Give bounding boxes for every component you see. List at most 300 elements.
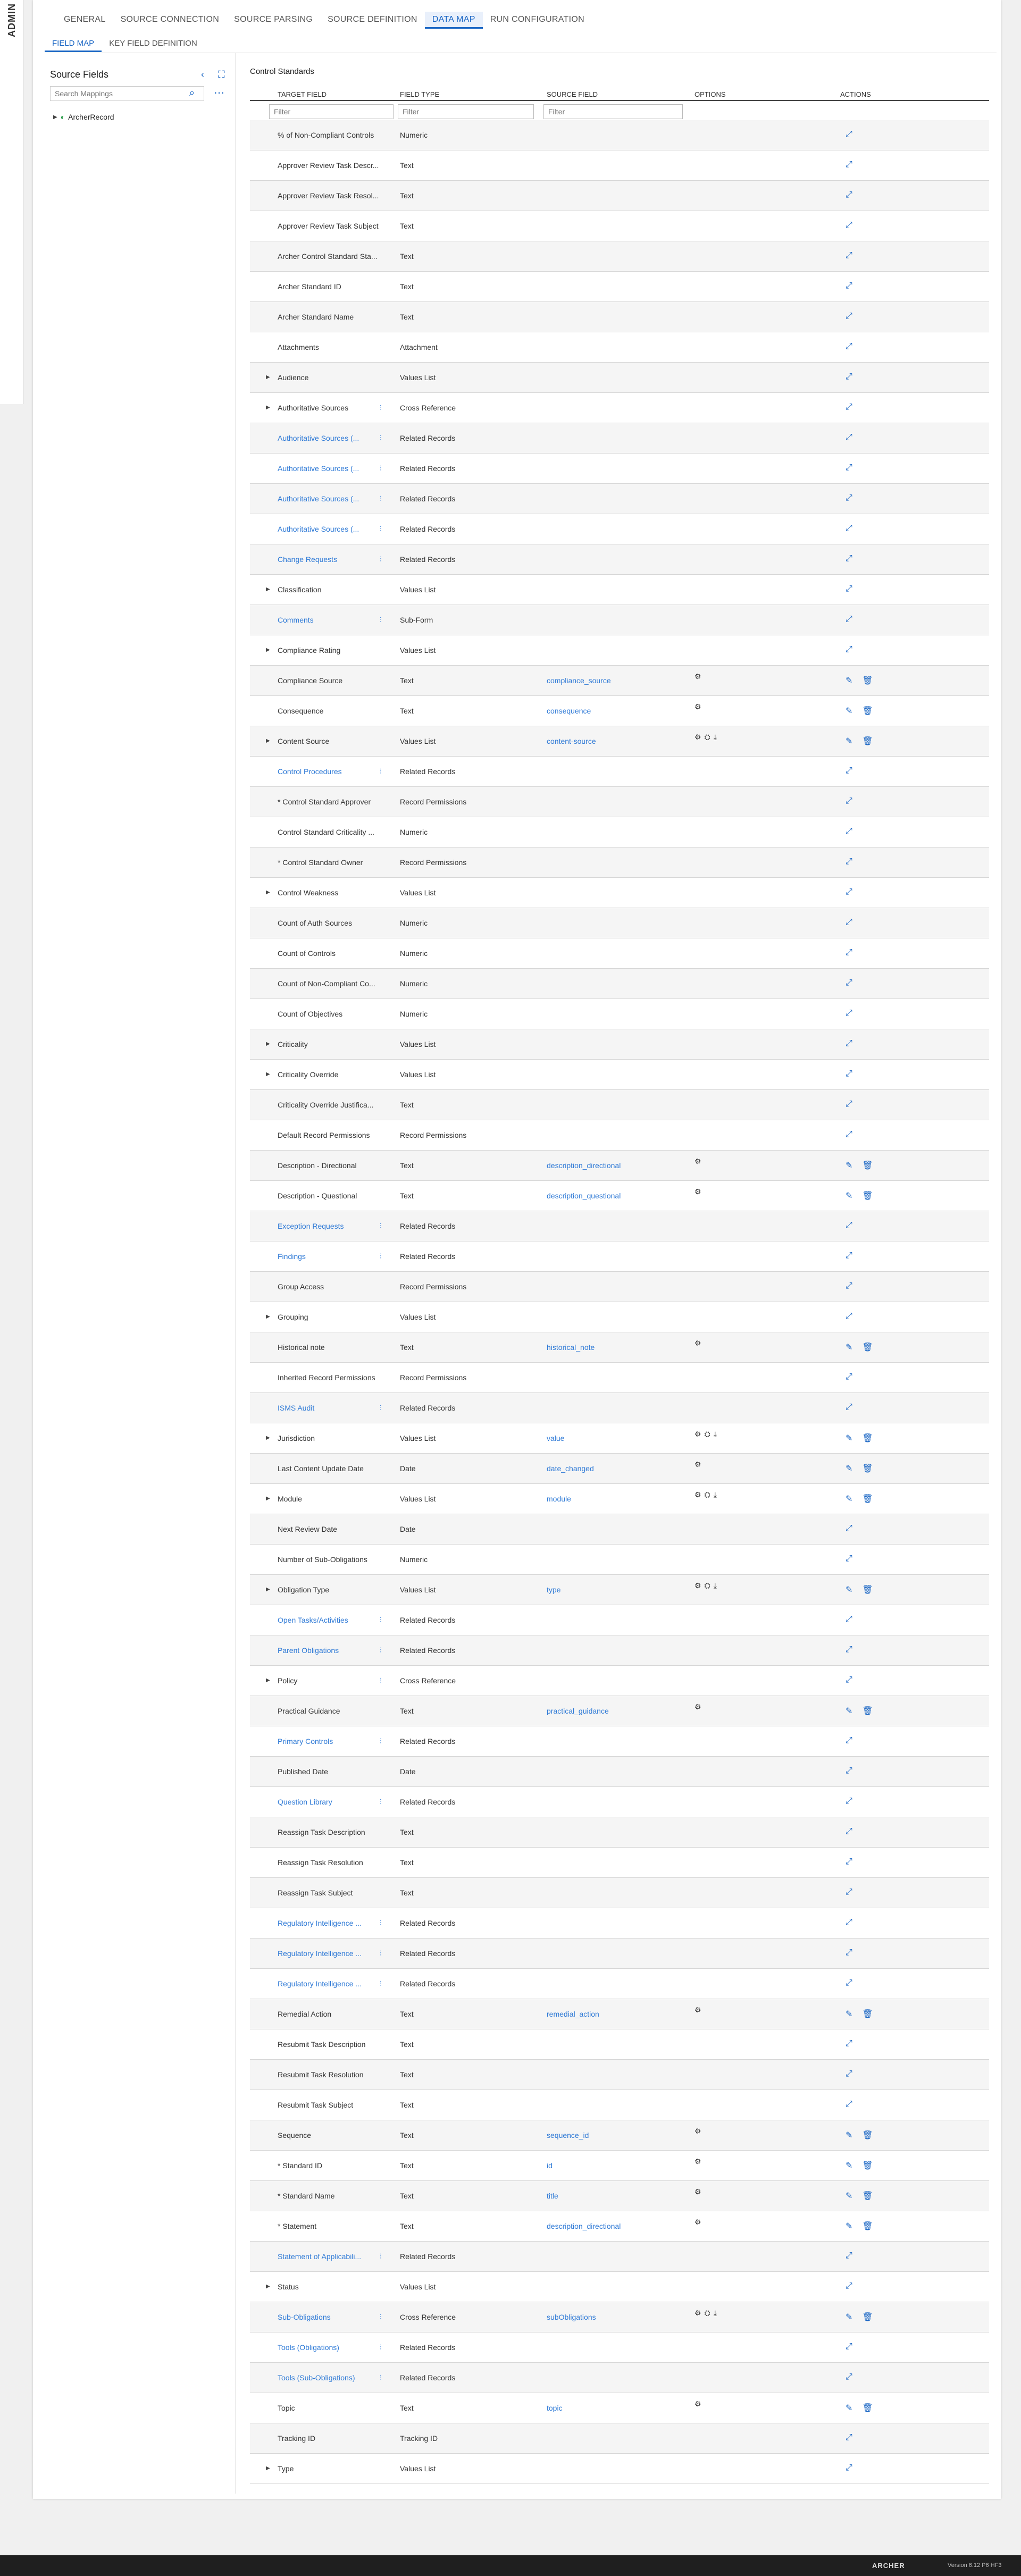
table-row [250,484,989,514]
caret-right-icon[interactable]: ▶ [266,1041,270,1047]
pencil-icon[interactable]: ✎ [846,2131,853,2140]
target-field[interactable]: Sub-Obligations [278,2313,331,2321]
hierarchy-icon[interactable]: ⫶ [380,616,382,624]
source-field[interactable]: topic [547,2404,563,2412]
source-field[interactable]: remedial_action [547,2010,599,2018]
field-type: Text [400,1191,414,1200]
field-type: Values List [400,585,436,594]
pencil-icon[interactable]: ✎ [846,707,853,716]
target-field[interactable]: Tools (Obligations) [278,2343,339,2352]
actions [846,463,888,473]
field-type: Text [400,1343,414,1352]
map-arrow-icon[interactable]: ⤢ [846,2039,852,2048]
actions [846,615,888,624]
pencil-icon[interactable]: ✎ [846,1191,853,1201]
target-field: Count of Controls [278,949,336,958]
map-arrow-icon[interactable]: ⤢ [846,1372,852,1381]
map-arrow-icon[interactable]: ⤢ [846,463,852,472]
options-icons[interactable]: ⚙ [694,2187,705,2196]
table-row [250,1696,989,1726]
actions [846,1766,888,1776]
tree-root[interactable] [53,113,114,121]
map-arrow-icon[interactable]: ⤢ [846,402,852,412]
field-type: Text [400,2010,414,2018]
table-row [250,605,989,635]
options-icons[interactable]: ⚙ [694,672,705,681]
map-arrow-icon[interactable]: ⤢ [846,1675,852,1684]
sub-tabs [45,36,205,52]
map-arrow-icon[interactable]: ⤢ [846,2342,852,2351]
map-arrow-icon[interactable]: ⤢ [846,1918,852,1927]
target-field[interactable]: Tools (Sub-Obligations) [278,2373,355,2382]
caret-right-icon[interactable]: ▶ [266,374,270,380]
map-arrow-icon[interactable]: ⤢ [846,1130,852,1139]
options-icons[interactable]: ⚙ [694,2127,705,2135]
hierarchy-icon[interactable]: ⫶ [380,767,382,775]
caret-right-icon[interactable]: ▶ [266,1587,270,1592]
source-field[interactable]: date_changed [547,1464,594,1473]
target-field: Resubmit Task Subject [278,2101,354,2109]
pencil-icon[interactable]: ✎ [846,1464,853,1473]
map-arrow-icon[interactable]: ⤢ [846,1281,852,1290]
table-row [250,1302,989,1332]
tab-data-map[interactable]: DATA MAP [425,12,483,29]
target-field[interactable]: Authoritative Sources (... [278,464,359,473]
caret-right-icon[interactable]: ▶ [266,647,270,653]
target-field: Sequence [278,2131,312,2139]
source-fields-pane [45,53,236,2494]
map-arrow-icon[interactable]: ⤢ [846,524,852,533]
hierarchy-icon[interactable]: ⫶ [380,1798,382,1806]
source-field[interactable]: sequence_id [547,2131,589,2139]
trash-icon[interactable]: 🗑 [862,1343,873,1352]
target-field: Compliance Source [278,676,343,685]
actions [846,2039,888,2049]
target-field[interactable]: Regulatory Intelligence ... [278,1949,362,1958]
field-type: Values List [400,1434,436,1442]
map-arrow-icon[interactable]: ⤢ [846,1615,852,1624]
caret-right-icon[interactable]: ▶ [266,1496,270,1501]
actions [846,1524,888,1533]
actions [846,554,888,564]
caret-right-icon[interactable]: ▶ [53,114,57,120]
field-type: Cross Reference [400,1676,456,1685]
map-arrow-icon[interactable]: ⤢ [846,493,852,502]
target-field: Criticality [278,1040,308,1048]
target-field: Remedial Action [278,2010,332,2018]
map-arrow-icon[interactable]: ⤢ [846,251,852,260]
source-fields-title: Source Fields [50,69,109,80]
target-field: Reassign Task Resolution [278,1858,363,1867]
map-arrow-icon[interactable]: ⤢ [846,887,852,896]
tree-root-label: ArcherRecord [68,113,114,121]
map-arrow-icon[interactable]: ⤢ [846,312,852,321]
map-arrow-icon[interactable]: ⤢ [846,281,852,290]
pencil-icon[interactable]: ✎ [846,2161,853,2170]
map-arrow-icon[interactable]: ⤢ [846,2251,852,2260]
hierarchy-icon[interactable]: ⫶ [380,2252,382,2260]
field-type: Text [400,313,414,321]
field-type: Numeric [400,949,428,958]
collapse-icon[interactable]: ‹ [201,69,204,80]
source-field[interactable]: type [547,1585,561,1594]
map-arrow-icon[interactable]: ⤢ [846,1221,852,1230]
map-arrow-icon[interactable]: ⤢ [846,1857,852,1866]
table-row [250,302,989,332]
actions [846,1342,888,1353]
pencil-icon[interactable]: ✎ [846,676,853,685]
caret-right-icon[interactable]: ▶ [266,890,270,895]
trash-icon[interactable]: 🗑 [862,2222,873,2231]
options-icons[interactable]: ⚙ [694,2006,705,2014]
trash-icon[interactable]: 🗑 [862,1434,873,1443]
pencil-icon[interactable]: ✎ [846,1585,853,1595]
source-field[interactable]: description_questional [547,1191,621,1200]
map-arrow-icon[interactable]: ⤢ [846,948,852,957]
source-field[interactable]: module [547,1495,571,1503]
table-row [250,726,989,757]
tab-general[interactable]: GENERAL [64,15,106,24]
map-arrow-icon[interactable]: ⤢ [846,584,852,593]
caret-right-icon[interactable]: ▶ [266,1435,270,1441]
pencil-icon[interactable]: ✎ [846,1707,853,1716]
options-icons[interactable]: ⚙ [694,2218,705,2226]
pencil-icon[interactable]: ✎ [846,737,853,746]
target-field: Group Access [278,1282,324,1291]
target-field: Policy [278,1676,298,1685]
map-arrow-icon[interactable]: ⤢ [846,2372,852,2381]
source-field[interactable]: content-source [547,737,596,745]
hierarchy-icon[interactable]: ⫶ [380,2343,382,2351]
map-arrow-icon[interactable]: ⤢ [846,1039,852,1048]
actions [846,342,888,351]
options-icons[interactable]: ⚙ [694,1702,705,1711]
target-field[interactable]: Parent Obligations [278,1646,339,1655]
options-icons[interactable]: ⚙⛭⤓ [694,1581,720,1590]
map-arrow-icon[interactable]: ⤢ [846,857,852,866]
target-field: Consequence [278,707,324,715]
pencil-icon[interactable]: ✎ [846,2192,853,2201]
source-field[interactable]: consequence [547,707,591,715]
options-icons[interactable]: ⚙⛭⤓ [694,2309,720,2317]
pencil-icon[interactable]: ✎ [846,1434,853,1443]
target-field[interactable]: Exception Requests [278,1222,344,1230]
tab-run-configuration[interactable]: RUN CONFIGURATION [490,15,584,24]
map-arrow-icon[interactable]: ⤢ [846,2069,852,2078]
map-arrow-icon[interactable]: ⤢ [846,1645,852,1654]
target-field[interactable]: Change Requests [278,555,338,564]
field-type: Text [400,676,414,685]
caret-right-icon[interactable]: ▶ [266,1071,270,1077]
hierarchy-icon[interactable]: ⫶ [380,1979,382,1987]
map-arrow-icon[interactable]: ⤢ [846,1554,852,1563]
field-type: Date [400,1464,416,1473]
trash-icon[interactable]: 🗑 [862,2404,873,2413]
hierarchy-icon[interactable]: ⫶ [380,1737,382,1745]
trash-icon[interactable]: 🗑 [862,1161,873,1170]
trash-icon[interactable]: 🗑 [862,1585,873,1595]
map-arrow-icon[interactable]: ⤢ [846,160,852,169]
hierarchy-icon[interactable]: ⫶ [380,525,382,533]
table-row [250,2120,989,2151]
field-type: Sub-Form [400,616,433,624]
target-field: * Control Standard Approver [278,798,371,806]
map-arrow-icon[interactable]: ⤢ [846,1978,852,1987]
hierarchy-icon[interactable]: ⫶ [380,434,382,442]
trash-icon[interactable]: 🗑 [862,2131,873,2140]
target-field[interactable]: Regulatory Intelligence ... [278,1979,362,1988]
map-arrow-icon[interactable]: ⤢ [846,1766,852,1775]
table-row [250,120,989,150]
map-arrow-icon[interactable]: ⤢ [846,827,852,836]
target-field: Reassign Task Subject [278,1889,353,1897]
table-row [250,1423,989,1454]
tab-source-definition[interactable]: SOURCE DEFINITION [328,15,417,24]
field-type: Numeric [400,131,428,139]
subtab-key-field-definition[interactable]: KEY FIELD DEFINITION [109,39,197,48]
map-arrow-icon[interactable]: ⤢ [846,2100,852,2109]
map-arrow-icon[interactable]: ⤢ [846,1524,852,1533]
table-row [250,938,989,969]
actions [846,1493,888,1504]
search-icon[interactable]: ⌕ [189,87,195,98]
pencil-icon[interactable]: ✎ [846,2010,853,2019]
trash-icon[interactable]: 🗑 [862,707,873,716]
hierarchy-icon[interactable]: ⫶ [380,1252,382,1260]
actions [846,1160,888,1171]
options-icons[interactable]: ⚙ [694,1187,705,1196]
source-field[interactable]: subObligations [547,2313,596,2321]
actions [846,1463,888,1474]
map-arrow-icon[interactable]: ⤢ [846,221,852,230]
target-field: Archer Control Standard Sta... [278,252,378,261]
options-icons[interactable]: ⚙ [694,2399,705,2408]
target-filter-input[interactable] [269,104,394,119]
caret-right-icon[interactable]: ▶ [266,1677,270,1683]
caret-right-icon[interactable]: ▶ [266,1314,270,1320]
field-type: Related Records [400,555,456,564]
target-field: Number of Sub-Obligations [278,1555,367,1564]
actions [846,1918,888,1927]
actions [846,1615,888,1624]
subtab-field-map[interactable]: FIELD MAP [45,36,102,52]
source-field[interactable]: description_directional [547,1161,621,1170]
options-icons[interactable]: ⚙⛭⤓ [694,1430,720,1438]
table-row [250,1332,989,1363]
table-row [250,1060,989,1090]
table-row [250,575,989,605]
map-arrow-icon[interactable]: ⤢ [846,918,852,927]
expand-all-icon[interactable]: ⛶ [218,69,225,80]
hierarchy-icon[interactable]: ⫶ [380,2313,382,2321]
caret-right-icon[interactable]: ▶ [266,738,270,744]
actions [846,918,888,927]
target-field[interactable]: Statement of Applicabili... [278,2252,362,2261]
table-row [250,1272,989,1302]
field-type: Text [400,1707,414,1715]
hierarchy-icon[interactable]: ⫶ [380,494,382,502]
target-field[interactable]: Primary Controls [278,1737,333,1746]
table-row [250,666,989,696]
field-type: Related Records [400,1616,456,1624]
options-icons[interactable]: ⚙ [694,2157,705,2166]
target-field[interactable]: Open Tasks/Activities [278,1616,348,1624]
target-field[interactable]: Authoritative Sources (... [278,494,359,503]
field-type: Text [400,707,414,715]
source-field[interactable]: id [547,2161,553,2170]
target-field[interactable]: Findings [278,1252,306,1261]
target-field[interactable]: Authoritative Sources (... [278,525,359,533]
pencil-icon[interactable]: ✎ [846,1161,853,1170]
pencil-icon[interactable]: ✎ [846,2222,853,2231]
map-arrow-icon[interactable]: ⤢ [846,1827,852,1836]
hierarchy-icon[interactable]: ⫶ [380,555,382,563]
table-row [250,908,989,938]
map-arrow-icon[interactable]: ⤢ [846,2463,852,2472]
field-type: Related Records [400,434,456,442]
map-arrow-icon[interactable]: ⤢ [846,1736,852,1745]
map-arrow-icon[interactable]: ⤢ [846,766,852,775]
options-icons[interactable]: ⚙ [694,1157,705,1165]
actions [846,1675,888,1685]
hierarchy-icon[interactable]: ⫶ [380,1676,382,1684]
target-field[interactable]: Regulatory Intelligence ... [278,1919,362,1927]
table-row [250,544,989,575]
trash-icon[interactable]: 🗑 [862,1707,873,1716]
hierarchy-icon[interactable]: ⫶ [380,464,382,472]
map-arrow-icon[interactable]: ⤢ [846,554,852,563]
field-type: Related Records [400,1222,456,1230]
table-row [250,1090,989,1120]
map-arrow-icon[interactable]: ⤢ [846,1403,852,1412]
trash-icon[interactable]: 🗑 [862,2192,873,2201]
source-field[interactable]: compliance_source [547,676,611,685]
map-arrow-icon[interactable]: ⤢ [846,1887,852,1897]
type-filter-input[interactable] [398,104,534,119]
map-arrow-icon[interactable]: ⤢ [846,342,852,351]
search-mappings-input[interactable] [50,86,204,101]
target-field[interactable]: Question Library [278,1798,332,1806]
target-field: Content Source [278,737,330,745]
target-field: Topic [278,2404,295,2412]
map-arrow-icon[interactable]: ⤢ [846,372,852,381]
source-field[interactable]: practical_guidance [547,1707,609,1715]
map-arrow-icon[interactable]: ⤢ [846,130,852,139]
source-field[interactable]: value [547,1434,565,1442]
map-arrow-icon[interactable]: ⤢ [846,190,852,199]
hierarchy-icon[interactable]: ⫶ [380,1222,382,1230]
field-type: Text [400,161,414,170]
target-field[interactable]: Control Procedures [278,767,342,776]
trash-icon[interactable]: 🗑 [862,1495,873,1504]
source-field[interactable]: description_directional [547,2222,621,2230]
hierarchy-icon[interactable]: ⫶ [380,1919,382,1927]
target-field[interactable]: Comments [278,616,314,624]
map-arrow-icon[interactable]: ⤢ [846,1100,852,1109]
hierarchy-icon[interactable]: ⫶ [380,404,382,412]
options-icons[interactable]: ⚙ [694,1339,705,1347]
map-arrow-icon[interactable]: ⤢ [846,645,852,654]
tab-source-parsing[interactable]: SOURCE PARSING [234,15,313,24]
map-arrow-icon[interactable]: ⤢ [846,1948,852,1957]
field-type: Text [400,1828,414,1836]
map-arrow-icon[interactable]: ⤢ [846,2281,852,2290]
actions [846,1130,888,1139]
hierarchy-icon[interactable]: ⫶ [380,2373,382,2381]
map-arrow-icon[interactable]: ⤢ [846,1251,852,1260]
table-row [250,2242,989,2272]
trash-icon[interactable]: 🗑 [862,2010,873,2019]
options-icons[interactable]: ⚙ [694,1460,705,1469]
map-arrow-icon[interactable]: ⤢ [846,2433,852,2442]
actions [846,2009,888,2019]
map-arrow-icon[interactable]: ⤢ [846,615,852,624]
map-arrow-icon[interactable]: ⤢ [846,796,852,805]
caret-right-icon[interactable]: ▶ [266,2284,270,2289]
map-arrow-icon[interactable]: ⤢ [846,1312,852,1321]
map-arrow-icon[interactable]: ⤢ [846,1009,852,1018]
options-icons[interactable]: ⚙ [694,702,705,711]
target-field: Jurisdiction [278,1434,315,1442]
target-field[interactable]: Authoritative Sources (... [278,434,359,442]
hierarchy-icon[interactable]: ⫶ [380,1646,382,1654]
caret-right-icon[interactable]: ▶ [266,586,270,592]
source-filter-input[interactable] [543,104,683,119]
options-icons[interactable]: ⚙⛭⤓ [694,733,720,741]
table-row [250,2393,989,2423]
source-field[interactable]: historical_note [547,1343,595,1352]
table-row [250,1635,989,1666]
trash-icon[interactable]: 🗑 [862,676,873,685]
hierarchy-icon[interactable]: ⫶ [380,1404,382,1412]
trash-icon[interactable]: 🗑 [862,1464,873,1473]
target-field[interactable]: ISMS Audit [278,1404,315,1412]
map-arrow-icon[interactable]: ⤢ [846,1797,852,1806]
field-type: Values List [400,1313,436,1321]
map-arrow-icon[interactable]: ⤢ [846,1069,852,1078]
source-field[interactable]: title [547,2192,558,2200]
trash-icon[interactable]: 🗑 [862,1191,873,1201]
actions [846,2433,888,2443]
caret-right-icon[interactable]: ▶ [266,2465,270,2471]
caret-right-icon[interactable]: ▶ [266,405,270,410]
pencil-icon[interactable]: ✎ [846,1343,853,1352]
trash-icon[interactable]: 🗑 [862,2313,873,2322]
actions [846,1554,888,1564]
field-type: Values List [400,373,436,382]
actions [846,827,888,836]
actions [846,1887,888,1897]
pencil-icon[interactable]: ✎ [846,1495,853,1504]
pencil-icon[interactable]: ✎ [846,2404,853,2413]
more-options-icon[interactable]: ⋯ [214,87,224,99]
hierarchy-icon[interactable]: ⫶ [380,1949,382,1957]
target-field: Approver Review Task Subject [278,222,379,230]
trash-icon[interactable]: 🗑 [862,737,873,746]
actions [846,2342,888,2352]
target-field: Control Weakness [278,888,339,897]
table-row [250,1454,989,1484]
actions [846,433,888,442]
pencil-icon[interactable]: ✎ [846,2313,853,2322]
map-arrow-icon[interactable]: ⤢ [846,433,852,442]
table-row [250,423,989,454]
map-arrow-icon[interactable]: ⤢ [846,978,852,987]
trash-icon[interactable]: 🗑 [862,2161,873,2170]
options-icons[interactable]: ⚙⛭⤓ [694,1490,720,1499]
hierarchy-icon[interactable]: ⫶ [380,1616,382,1624]
tab-source-connection[interactable]: SOURCE CONNECTION [120,15,220,24]
